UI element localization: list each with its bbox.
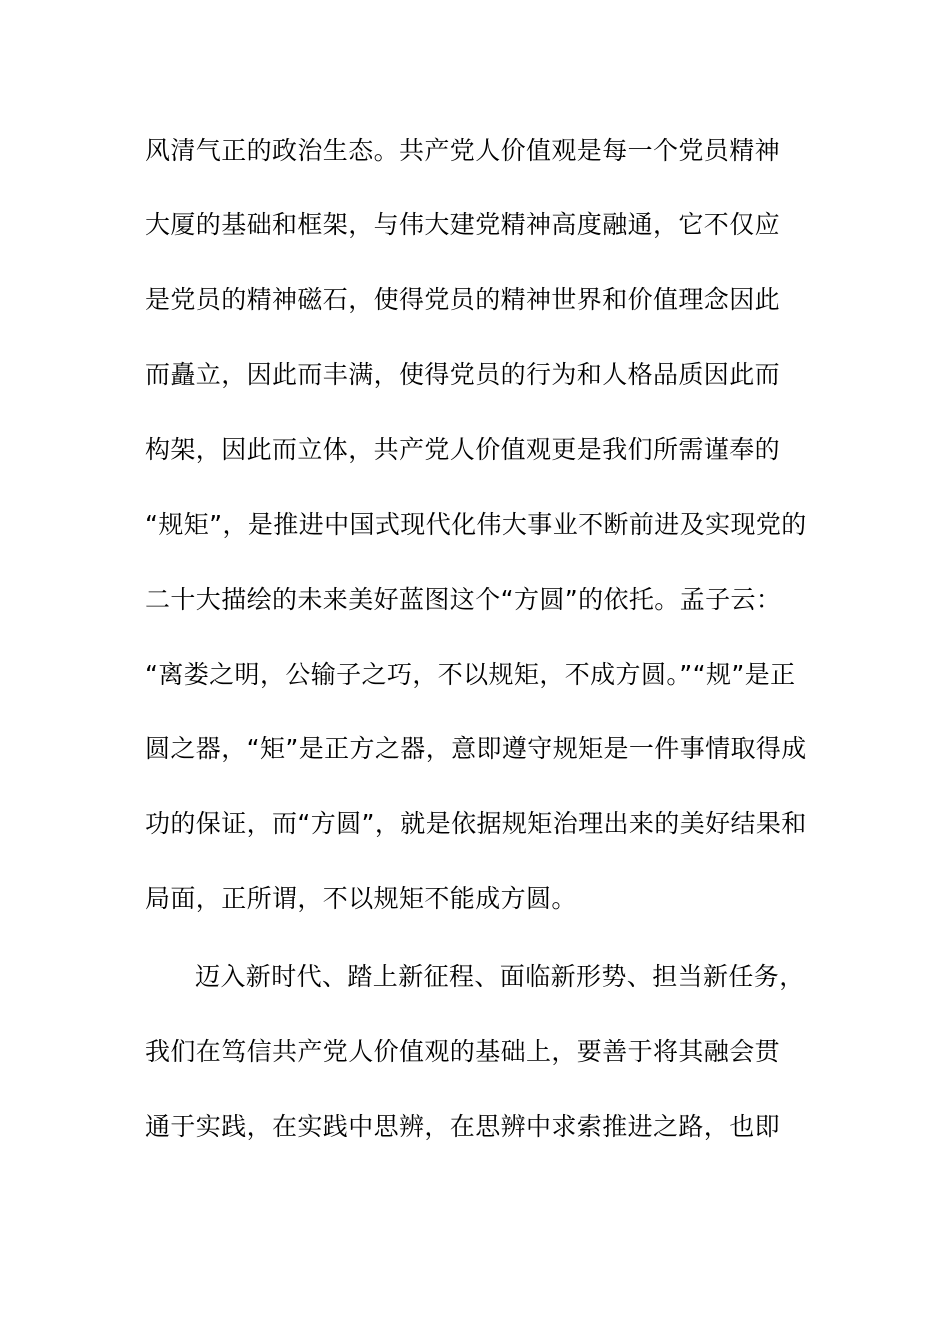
text-line-14: 通于实践，在实践中思辨，在思辨中求索推进之路，也即: [145, 1112, 781, 1141]
text-line-5: 构架，因此而立体，共产党人价值观更是我们所需谨奉的: [145, 435, 781, 464]
text-line-6: “规矩”，是推进中国式现代化伟大事业不断前进及实现党的: [145, 510, 807, 539]
text-line-1: 风清气正的政治生态。共产党人价值观是每一个党员精神: [145, 136, 781, 165]
text-line-4: 而矗立，因此而丰满，使得党员的行为和人格品质因此而: [145, 360, 781, 389]
text-line-2: 大厦的基础和框架，与伟大建党精神高度融通，它不仅应: [145, 210, 781, 239]
paragraph-start-line: 迈入新时代、踏上新征程、面临新形势、担当新任务，: [195, 962, 805, 991]
text-line-7: 二十大描绘的未来美好蓝图这个“方圆”的依托。孟子云：: [145, 585, 782, 614]
text-line-10: 功的保证，而“方圆”，就是依据规矩治理出来的美好结果和: [145, 809, 807, 838]
text-line-8: “离娄之明，公输子之巧，不以规矩，不成方圆。”“规”是正: [145, 660, 796, 689]
text-line-13: 我们在笃信共产党人价值观的基础上，要善于将其融会贯: [145, 1037, 781, 1066]
text-line-3: 是党员的精神磁石，使得党员的精神世界和价值理念因此: [145, 285, 781, 314]
text-line-9: 圆之器，“矩”是正方之器，意即遵守规矩是一件事情取得成: [145, 734, 807, 763]
text-line-11: 局面，正所谓，不以规矩不能成方圆。: [145, 884, 577, 913]
